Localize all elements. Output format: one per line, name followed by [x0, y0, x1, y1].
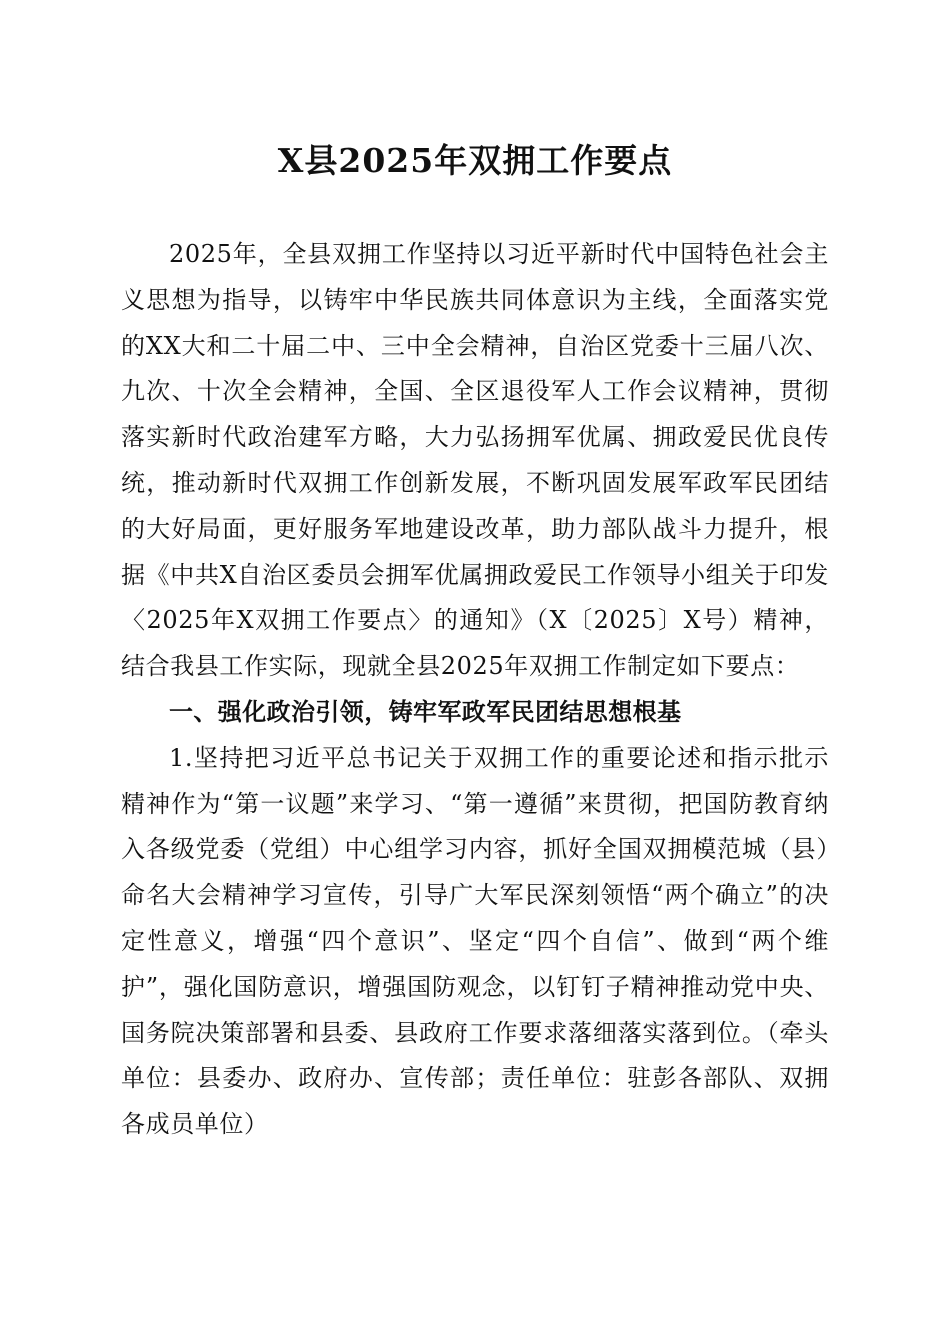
- item-paragraph-1: 1.坚持把习近平总书记关于双拥工作的重要论述和指示批示精神作为“第一议题”来学习、“第一遵循”来贯彻，把国防教育纳入各级党委（党组）中心组学习内容，抓好全国双拥模范城（县）命名大会精神学习宣传，引导广大军民深刻领悟“两个确立”的决定性意义，增强“四个意识”、坚定“四个自信”、做到“两个维护”，强化国防意识，增强国防观念，以钉钉子精神推动党中央、国务院决策部署和县委、县政府工作要求落细落实落到位。（牵头单位：县委办、政府办、宣传部；责任单位：驻彭各部队、双拥各成员单位）: [121, 743, 829, 1139]
- document-body: [121, 232, 829, 1148]
- intro-paragraph: 2025年，全县双拥工作坚持以习近平新时代中国特色社会主义思想为指导，以铸牢中华民族共同体意识为主线，全面落实党的XX大和二十届二中、三中全会精神，自治区党委十三届八次、九次、十次全会精神，全国、全区退役军人工作会议精神，贯彻落实新时代政治建军方略，大力弘扬拥军优属、拥政爱民优良传统，推动新时代双拥工作创新发展，不断巩固发展军政军民团结的大好局面，更好服务军地建设改革，助力部队战斗力提升，根据《中共X自治区委员会拥军优属拥政爱民工作领导小组关于印发〈2025年X双拥工作要点〉的通知》（X〔2025〕X号）精神，结合我县工作实际，现就全县2025年双拥工作制定如下要点：: [121, 240, 829, 681]
- document-title: X县2025年双拥工作要点: [277, 141, 673, 180]
- section-heading-1: 一、强化政治引领，铸牢军政军民团结思想根基: [169, 697, 682, 726]
